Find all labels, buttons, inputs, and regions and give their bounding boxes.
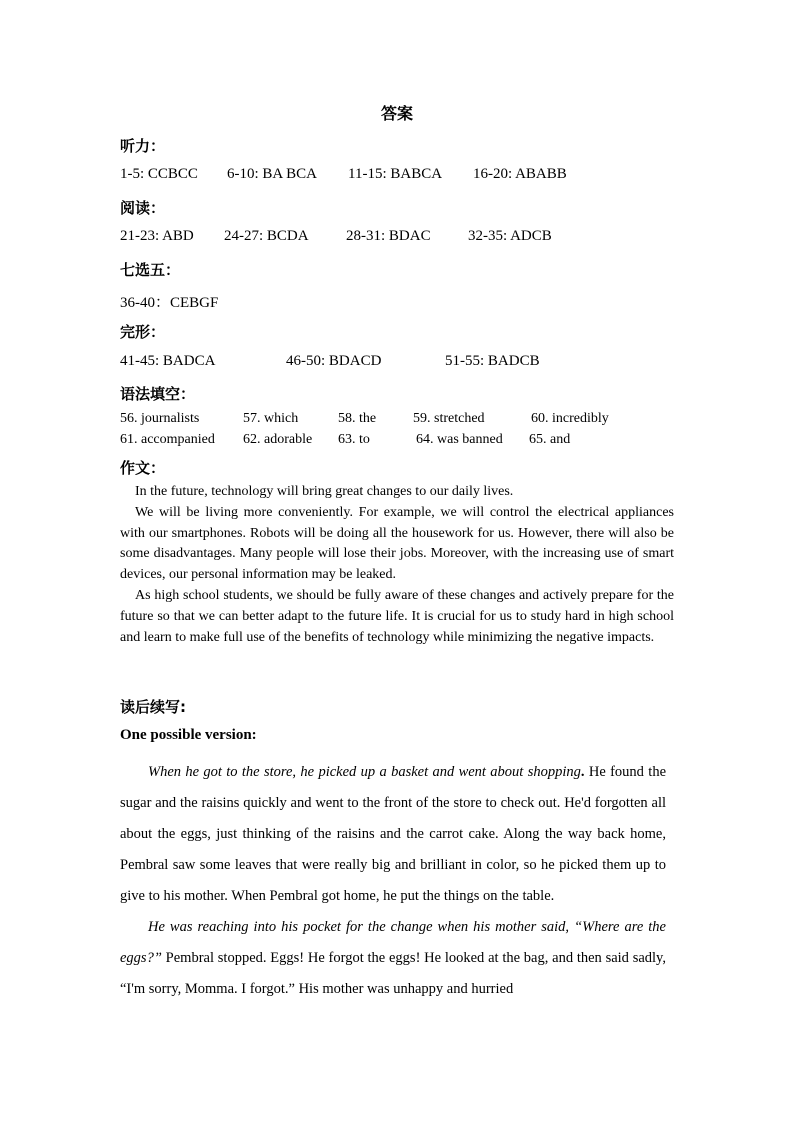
essay-paragraph: We will be living more conveniently. For example, we will control the electrical appliances with our smartphones. Robots will be doing all the housework for us. However, there will also be some disadvantages. Many people will lose their jobs. Moreover, with the increasing use of smart devices, our personal information may be leaked.: [120, 504, 674, 583]
answer-group: 21-23: ABD: [120, 228, 194, 244]
grammar-answer: 59. stretched: [413, 411, 485, 426]
listening-heading: 听力：: [120, 137, 166, 155]
answer-group: 24-27: BCDA: [224, 228, 309, 244]
grammar-answer: 61. accompanied: [120, 432, 215, 447]
writing-heading: 作文：: [120, 459, 166, 477]
story-paragraph: [120, 912, 666, 1005]
answer-group: 11-15: BABCA: [348, 166, 443, 182]
answer-group: 36-40：CEBGF: [120, 295, 219, 311]
cloze-heading: 完形：: [120, 323, 166, 341]
given-opening-sentence: He was reaching into his pocket for the change when his mother said, “Where are the eggs?”: [120, 919, 666, 966]
grammar-answer: 56. journalists: [120, 411, 200, 426]
grammar-answer: 60. incredibly: [531, 411, 609, 426]
continuation-story: [120, 757, 666, 1005]
essay-paragraph: As high school students, we should be fully aware of these changes and actively prepare for the future so that we can better adapt to the future life. It is crucial for us to study hard in high school and learn to make full use of the benefits of technology while minimizing the negative impacts.: [120, 587, 674, 645]
answer-group: 28-31: BDAC: [346, 228, 431, 244]
story-text: He found the sugar and the raisins quickly and went to the front of the store to check out. He'd forgotten all about the eggs, just thinking of the raisins and the carrot cake. Along the way back home, Pembral saw some leaves that were really big and brilliant in color, so he picked them up to give to his mother. When Pembral got home, he put the things on the table.: [120, 764, 667, 904]
grammar-answer: 58. the: [338, 411, 377, 426]
answer-group: 16-20: ABABB: [473, 166, 567, 182]
story-text: Pembral stopped. Eggs! He forgot the eggs! He looked at the bag, and then said sadly, “I'm sorry, Momma. I forgot.” His mother was unhappy and hurried: [120, 950, 666, 997]
given-opening-sentence: When he got to the store, he picked up a basket and went about shopping: [148, 764, 581, 780]
page-title: 答案: [380, 106, 413, 123]
seven-five-heading: 七选五：: [120, 261, 181, 279]
grammar-answer: 64. was banned: [416, 432, 503, 447]
grammar-heading: 语法填空：: [120, 385, 196, 403]
answer-group: 1-5: CCBCC: [120, 166, 198, 182]
answer-group: 32-35: ADCB: [468, 228, 552, 244]
reading-heading: 阅读：: [120, 199, 166, 217]
continuation-heading: 读后续写:: [120, 698, 186, 716]
answer-group: 46-50: BDACD: [286, 353, 382, 369]
writing-sample: [120, 482, 674, 648]
grammar-answer: 57. which: [243, 411, 299, 426]
answer-group: 51-55: BADCB: [445, 353, 540, 369]
story-paragraph: [120, 757, 666, 912]
answer-group: 41-45: BADCA: [120, 353, 216, 369]
grammar-answer: 62. adorable: [243, 432, 313, 447]
period-mark: .: [580, 764, 585, 780]
answer-group: 6-10: BA BCA: [227, 166, 318, 182]
grammar-answer: 63. to: [338, 432, 370, 447]
grammar-answer: 65. and: [529, 432, 571, 447]
essay-paragraph: In the future, technology will bring great changes to our daily lives.: [135, 484, 514, 499]
version-label: One possible version:: [120, 727, 257, 743]
